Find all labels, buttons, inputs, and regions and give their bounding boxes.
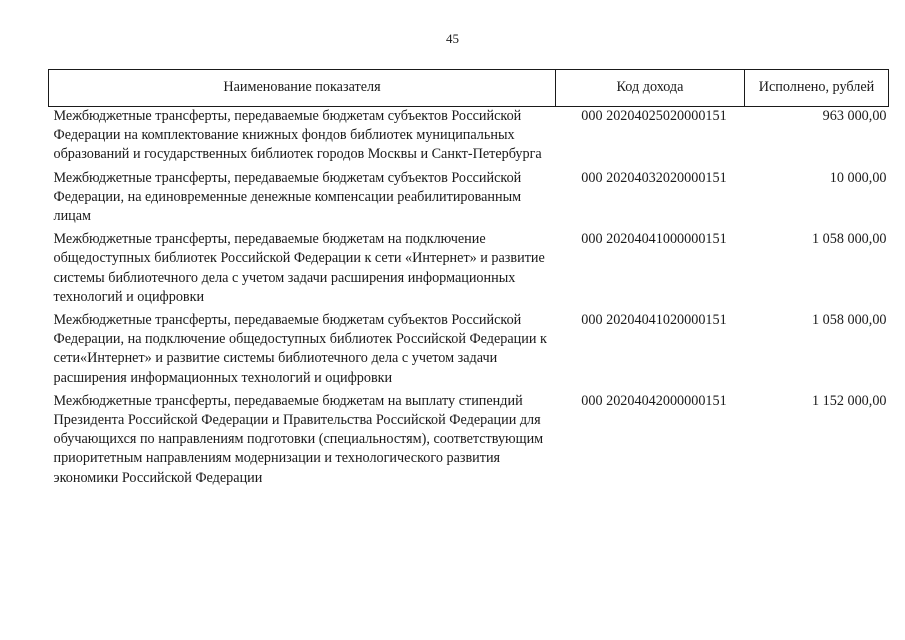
header-executed-amount: Исполнено, рублей bbox=[745, 70, 889, 107]
amount-cell: 1 058 000,00 bbox=[812, 231, 887, 248]
amount-cell: 1 152 000,00 bbox=[812, 392, 887, 409]
income-code-cell: 000 20204032020000151 bbox=[581, 169, 727, 186]
table-row bbox=[49, 169, 889, 231]
budget-table bbox=[48, 69, 889, 492]
amount-cell: 10 000,00 bbox=[829, 169, 887, 186]
income-code-cell: 000 20204025020000151 bbox=[581, 108, 727, 124]
header-indicator-name: Наименование показателя bbox=[49, 70, 556, 107]
indicator-name-cell: Межбюджетные трансферты, передаваемые бюджетам на подключение общедоступных библиотек Российской Федерации к сети «Интернет» и развитие системы библиотечного дела с учетом задачи расширения информационных технологий и оцифровки bbox=[53, 231, 545, 305]
header-income-code: Код дохода bbox=[556, 70, 745, 107]
amount-cell: 1 058 000,00 bbox=[812, 312, 887, 329]
indicator-name-cell: Межбюджетные трансферты, передаваемые бюджетам субъектов Российской Федерации, на единовременные денежные компенсации реабилитированным лицам bbox=[53, 169, 522, 225]
table-row bbox=[49, 230, 889, 311]
income-code-cell: 000 20204041000000151 bbox=[581, 231, 727, 248]
indicator-name-cell: Межбюджетные трансферты, передаваемые бюджетам на выплату стипендий Президента Российской Федерации и Правительства Российской Федерации для обучающихся по направлениям подготовки (специальностям), соответствующим приоритетным направлениям модернизации и технологического развития экономики Российской Федерации bbox=[53, 392, 544, 486]
table-row bbox=[49, 311, 889, 392]
table-row bbox=[49, 392, 889, 492]
income-code-cell: 000 20204041020000151 bbox=[581, 312, 727, 329]
indicator-name-cell: Межбюджетные трансферты, передаваемые бюджетам субъектов Российской Федерации на комплектование книжных фондов библиотек муниципальных образований и государственных библиотек городов Москвы и Санкт-Петербурга bbox=[53, 108, 542, 163]
table-header-row bbox=[49, 70, 889, 107]
indicator-name-cell: Межбюджетные трансферты, передаваемые бюджетам субъектов Российской Федерации, на подключение общедоступных библиотек Российской Федерации к сети«Интернет» и развитие системы библиотечного дела с учетом задачи расширения информационных технологий и оцифровки bbox=[53, 312, 547, 386]
income-code-cell: 000 20204042000000151 bbox=[581, 392, 727, 409]
page-number: 45 bbox=[446, 31, 459, 46]
amount-cell: 963 000,00 bbox=[822, 108, 887, 124]
table-row bbox=[49, 107, 889, 169]
